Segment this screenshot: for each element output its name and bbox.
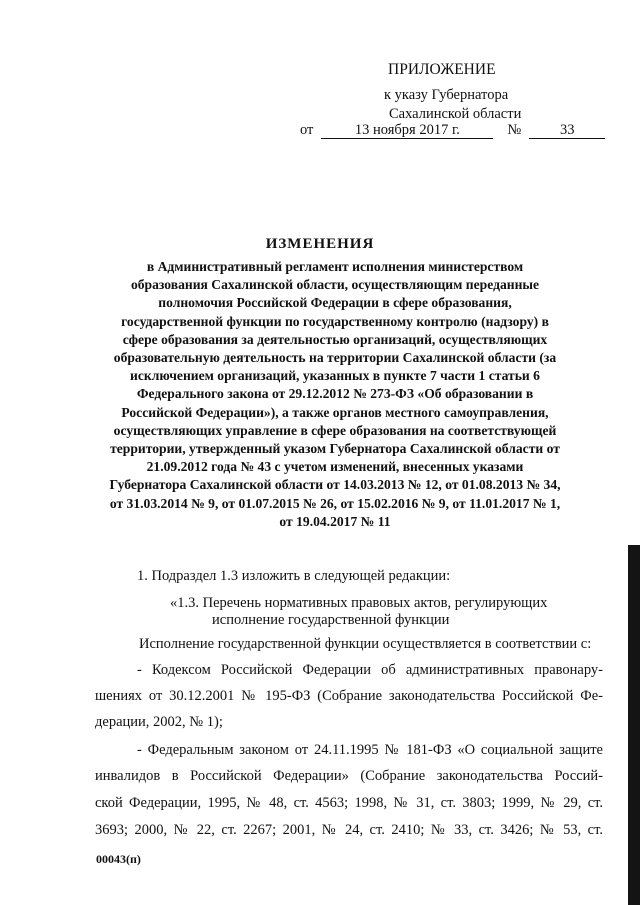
appendix-region-line: Сахалинской области	[389, 106, 522, 122]
fz181-line-1: - Федеральным законом от 24.11.1995 № 181-ФЗ «О социальной защите	[137, 742, 603, 758]
heading-line: территории, утвержденный указом Губернатора Сахалинской области от	[110, 441, 560, 457]
heading-line: образования Сахалинской области, осуществляющим переданные	[130, 277, 540, 293]
decree-date-row	[300, 122, 605, 139]
koap-line-1: - Кодексом Российской Федерации об административных правонару-	[137, 662, 603, 678]
koap-line-2: шениях от 30.12.2001 № 195-ФЗ (Собрание законодательства Российской Фе-	[95, 688, 603, 704]
appendix-label: ПРИЛОЖЕНИЕ	[388, 61, 496, 78]
heading-line: от 31.03.2014 № 9, от 01.07.2015 № 26, от 15.02.2016 № 9, от 11.01.2017 № 1,	[109, 495, 561, 511]
heading-line: исключением организаций, указанных в пункте 7 части 1 статьи 6	[130, 368, 540, 384]
heading-line: от 19.04.2017 № 11	[279, 513, 391, 529]
heading-line: сфере образования за деятельностью организаций, осуществляющих	[122, 331, 548, 347]
document-heading	[75, 258, 595, 531]
koap-line-3: дерации, 2002, № 1);	[95, 714, 223, 730]
heading-line: полномочия Российской Федерации в сфере образования,	[158, 295, 512, 311]
heading-line: 21.09.2012 года № 43 с учетом изменений, внесенных указами	[146, 459, 524, 475]
subsection-title: «1.3. Перечень нормативных правовых актов, регулирующих	[170, 595, 548, 611]
from-label: от	[300, 122, 314, 138]
item-1-text: 1. Подраздел 1.3 изложить в следующей редакции:	[137, 568, 451, 584]
subsection-title-continued: исполнение государственной функции	[212, 612, 450, 628]
heading-line: Федерального закона от 29.12.2012 № 273-ФЗ «Об образовании в	[136, 386, 534, 402]
heading-line: образовательную деятельность на территории Сахалинской области (за	[113, 350, 557, 366]
heading-line: государственной функции по государственному контролю (надзору) в	[121, 313, 549, 329]
fz181-line-4: 3693; 2000, № 22, ст. 2267; 2001, № 24, ст. 2410; № 33, ст. 3426; № 53, ст.	[95, 822, 603, 838]
document-title: ИЗМЕНЕНИЯ	[265, 236, 375, 252]
appendix-decree-line: к указу Губернатора	[384, 87, 509, 103]
heading-line: в Административный регламент исполнения министерством	[146, 259, 524, 274]
heading-line: осуществляющих управление в сфере образования на соответствующей	[113, 422, 557, 438]
heading-line: Губернатора Сахалинской области от 14.03.2013 № 12, от 01.08.2013 № 34,	[109, 477, 561, 493]
fz181-line-3: ской Федерации, 1995, № 48, ст. 4563; 1998, № 31, ст. 3803; 1999, № 29, ст.	[95, 795, 603, 811]
number-label: №	[507, 122, 522, 138]
scan-edge-shadow	[628, 545, 640, 905]
intro-paragraph: Исполнение государственной функции осуществляется в соответствии с:	[139, 636, 592, 652]
heading-line: Российской Федерации»), а также органов местного самоуправления,	[121, 404, 549, 420]
footer-doc-code: 00043(п)	[96, 852, 141, 866]
decree-date: 13 ноября 2017 г.	[321, 122, 493, 139]
decree-number: 33	[529, 122, 605, 139]
fz181-line-2: инвалидов в Российской Федерации» (Собрание законодательства Россий-	[95, 768, 603, 784]
